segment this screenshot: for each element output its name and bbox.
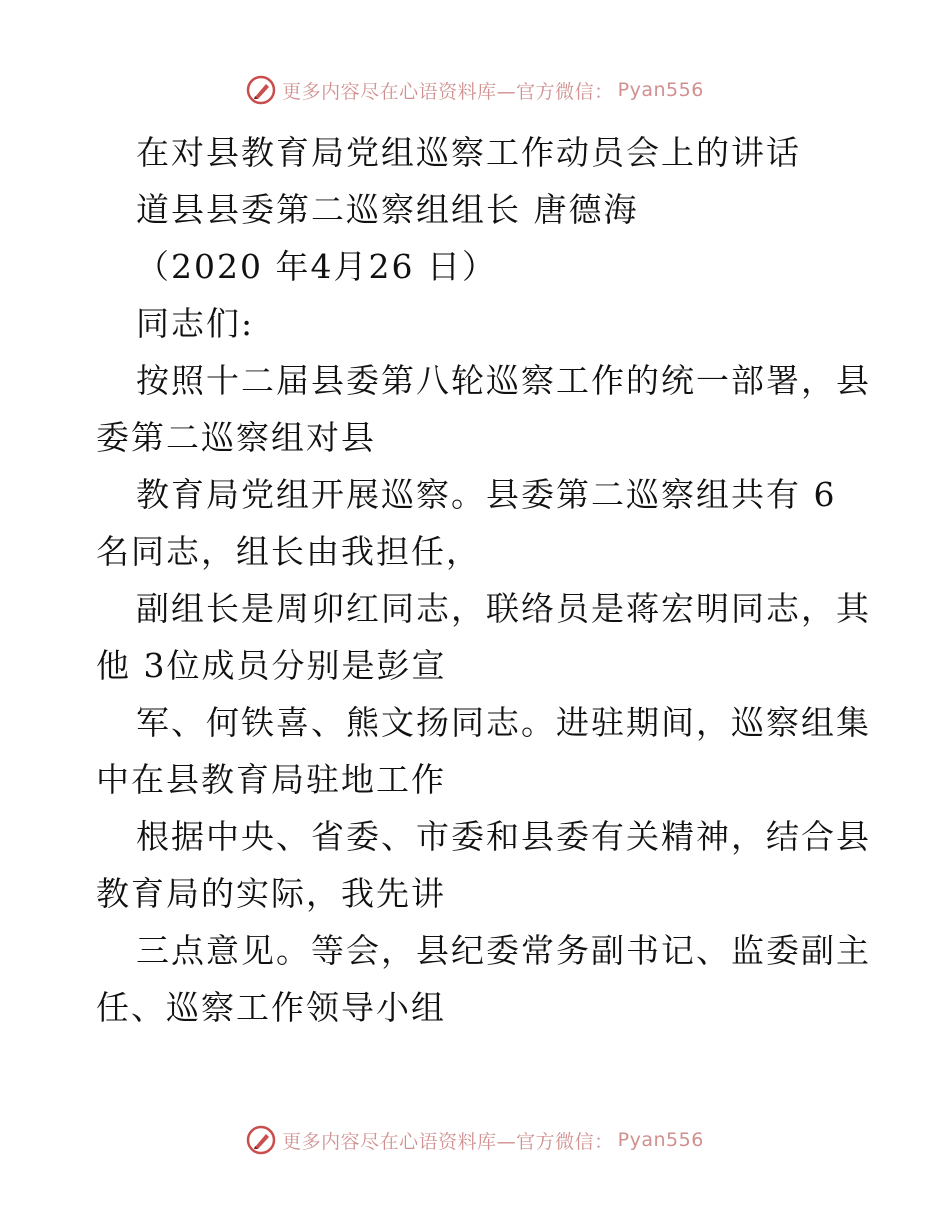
- body-line: 按照十二届县委第八轮巡察工作的统一部署，县: [136, 361, 871, 400]
- pen-logo-icon: [246, 1125, 276, 1155]
- salutation: 同志们:: [136, 304, 255, 343]
- watermark-text: 更多内容尽在心语资料库—官方微信：: [282, 80, 614, 103]
- body-line: 教育局党组开展巡察。县委第二巡察组共有 6: [136, 475, 837, 514]
- body-line: 军、何铁喜、熊文扬同志。进驻期间，巡察组集: [136, 703, 871, 742]
- body-line: 副组长是周卯红同志，联络员是蒋宏明同志，其: [136, 589, 871, 628]
- header-watermark: [0, 70, 950, 110]
- body-line: 他 3位成员分别是彭宣: [96, 646, 447, 685]
- speaker-line: 道县县委第二巡察组组长 唐德海: [136, 190, 639, 229]
- watermark-handle: Pyan556: [617, 1129, 704, 1151]
- speech-title: 在对县教育局党组巡察工作动员会上的讲话: [136, 133, 801, 172]
- watermark-handle: Pyan556: [617, 79, 704, 101]
- date-line: （2020 年4月26 日）: [136, 247, 497, 286]
- body-line: 名同志，组长由我担任，: [96, 532, 481, 571]
- body-line: 三点意见。等会，县纪委常务副书记、监委副主: [136, 931, 871, 970]
- body-line: 教育局的实际，我先讲: [96, 874, 446, 913]
- watermark-text: 更多内容尽在心语资料库—官方微信：: [282, 1130, 614, 1153]
- body-line: 根据中央、省委、市委和县委有关精神，结合县: [136, 817, 871, 856]
- body-line: 委第二巡察组对县: [96, 418, 376, 457]
- document-body: [96, 124, 871, 1036]
- body-line: 中在县教育局驻地工作: [96, 760, 446, 799]
- footer-watermark: [0, 1120, 950, 1160]
- pen-logo-icon: [246, 75, 276, 105]
- body-line: 任、巡察工作领导小组: [96, 988, 446, 1027]
